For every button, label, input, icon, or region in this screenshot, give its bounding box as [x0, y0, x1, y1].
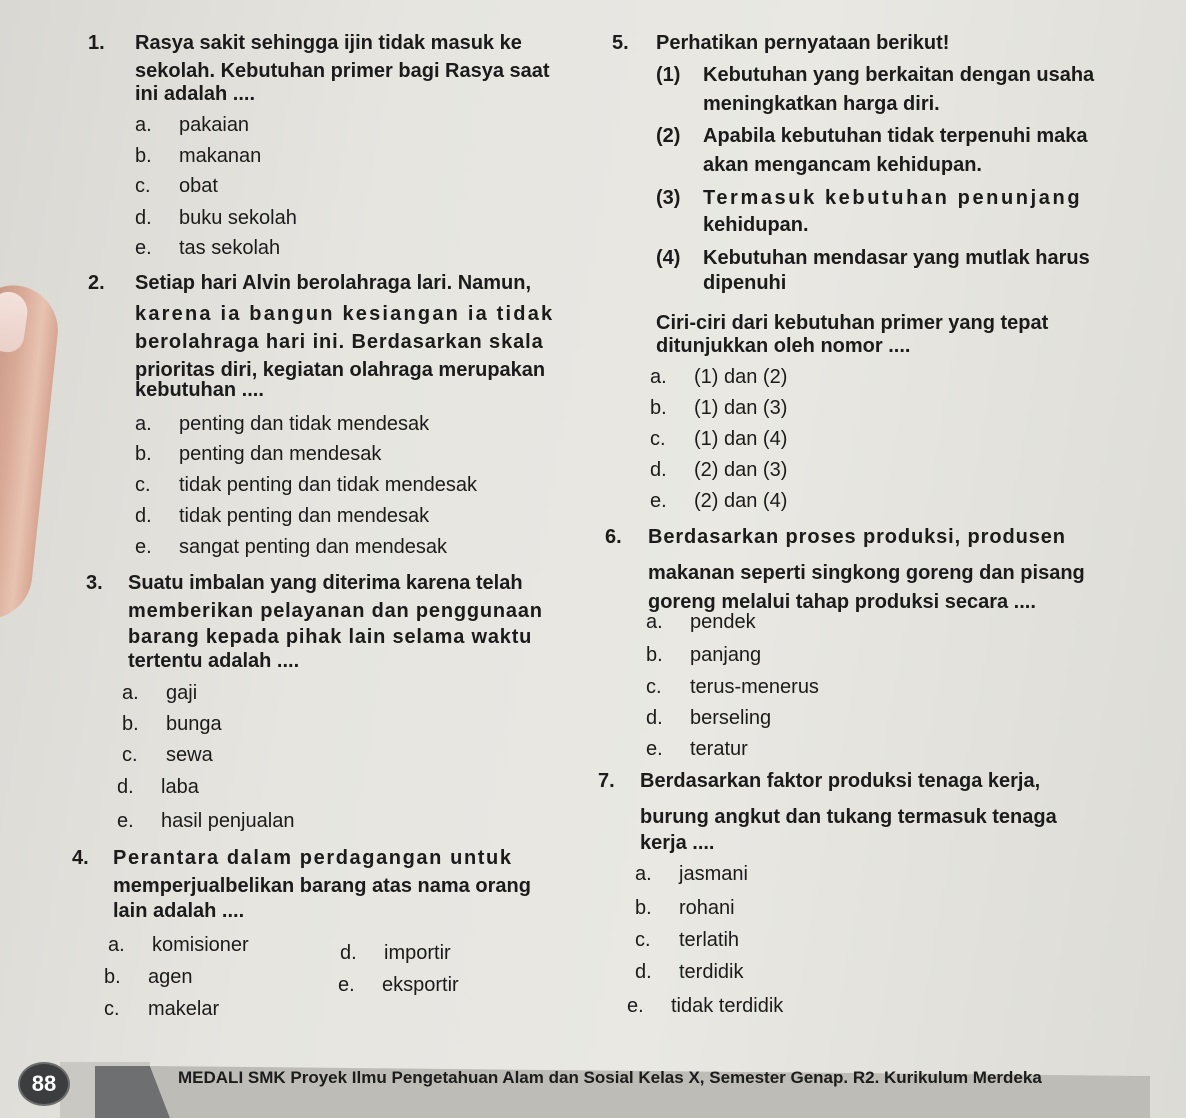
- question-stem-line: Rasya sakit sehingga ijin tidak masuk ke: [135, 32, 522, 54]
- answer-option[interactable]: e. tidak terdidik: [627, 995, 784, 1017]
- answer-option[interactable]: a. (1) dan (2): [650, 366, 788, 388]
- answer-option[interactable]: c. makelar: [104, 998, 220, 1020]
- question-stem-line: Perantara dalam perdagangan untuk: [113, 847, 513, 869]
- answer-option[interactable]: e. teratur: [646, 738, 748, 760]
- statement-line: kehidupan.: [703, 214, 809, 236]
- answer-option[interactable]: a. penting dan tidak mendesak: [135, 413, 430, 435]
- answer-option[interactable]: c. tidak penting dan tidak mendesak: [135, 474, 477, 496]
- statement-number: (1): [656, 64, 681, 86]
- question-number: 6.: [605, 526, 622, 548]
- answer-option[interactable]: e. (2) dan (4): [650, 490, 788, 512]
- question-stem-line: lain adalah ....: [113, 900, 245, 922]
- question-number: 5.: [612, 32, 629, 54]
- page-number: 88: [18, 1062, 70, 1106]
- question-stem-line: goreng melalui tahap produksi secara ....: [648, 591, 1036, 613]
- answer-option[interactable]: c. (1) dan (4): [650, 428, 788, 450]
- question-stem-line: berolahraga hari ini. Berdasarkan skala: [135, 331, 544, 353]
- question-stem-line: kerja ....: [640, 832, 715, 854]
- question-stem-line: Setiap hari Alvin berolahraga lari. Namun,: [135, 272, 532, 294]
- answer-option[interactable]: e. sangat penting dan mendesak: [135, 536, 447, 558]
- statement-line: dipenuhi: [703, 272, 787, 294]
- answer-option[interactable]: b. agen: [104, 966, 193, 988]
- answer-option[interactable]: c. terlatih: [635, 929, 740, 951]
- answer-option[interactable]: d. (2) dan (3): [650, 459, 788, 481]
- question-stem-line: ini adalah ....: [135, 83, 256, 105]
- answer-option[interactable]: d. tidak penting dan mendesak: [135, 505, 430, 527]
- answer-option[interactable]: a. jasmani: [635, 863, 748, 885]
- statement-line: Termasuk kebutuhan penunjang: [703, 187, 1083, 209]
- question-stem-line: sekolah. Kebutuhan primer bagi Rasya saat: [135, 60, 550, 82]
- question-stem-line: karena ia bangun kesiangan ia tidak: [135, 303, 555, 325]
- answer-option[interactable]: c. obat: [135, 175, 218, 197]
- question-stem-line: Berdasarkan proses produksi, produsen: [648, 526, 1066, 548]
- answer-option[interactable]: c. sewa: [122, 744, 213, 766]
- answer-option[interactable]: e. eksportir: [338, 974, 459, 996]
- statement-number: (3): [656, 187, 681, 209]
- question-stem-line: prioritas diri, kegiatan olahraga merupakan: [135, 359, 546, 381]
- question-stem-line: ditunjukkan oleh nomor ....: [656, 335, 911, 357]
- question-stem-line: memperjualbelikan barang atas nama orang: [113, 875, 531, 897]
- answer-option[interactable]: e. hasil penjualan: [117, 810, 295, 832]
- statement-number: (4): [656, 247, 681, 269]
- footer-book-title: MEDALI SMK Proyek Ilmu Pengetahuan Alam dan Sosial Kelas X, Semester Genap. R2. Kurikulum Merdeka: [178, 1068, 1042, 1087]
- answer-option[interactable]: b. (1) dan (3): [650, 397, 788, 419]
- answer-option[interactable]: a. komisioner: [108, 934, 249, 956]
- answer-option[interactable]: a. pakaian: [135, 114, 250, 136]
- answer-option[interactable]: d. terdidik: [635, 961, 744, 983]
- answer-option[interactable]: d. berseling: [646, 707, 772, 729]
- answer-option[interactable]: e. tas sekolah: [135, 237, 281, 259]
- answer-option[interactable]: d. laba: [117, 776, 199, 798]
- question-stem-line: tertentu adalah ....: [128, 650, 300, 672]
- question-stem-line: makanan seperti singkong goreng dan pisang: [648, 562, 1085, 584]
- answer-option[interactable]: b. bunga: [122, 713, 222, 735]
- statement-number: (2): [656, 125, 681, 147]
- statement-line: Kebutuhan mendasar yang mutlak harus: [703, 247, 1090, 269]
- answer-option[interactable]: c. terus-menerus: [646, 676, 819, 698]
- question-stem-line: barang kepada pihak lain selama waktu: [128, 626, 533, 648]
- answer-option[interactable]: a. gaji: [122, 682, 198, 704]
- question-stem-line: Suatu imbalan yang diterima karena telah: [128, 572, 523, 594]
- question-number: 4.: [72, 847, 89, 869]
- question-stem-line: burung angkut dan tukang termasuk tenaga: [640, 806, 1057, 828]
- question-stem-line: memberikan pelayanan dan penggunaan: [128, 600, 543, 622]
- answer-option[interactable]: b. penting dan mendesak: [135, 443, 382, 465]
- question-number: 2.: [88, 272, 105, 294]
- question-number: 1.: [88, 32, 105, 54]
- question-number: 3.: [86, 572, 103, 594]
- question-stem-line: Berdasarkan faktor produksi tenaga kerja,: [640, 770, 1041, 792]
- statement-line: Kebutuhan yang berkaitan dengan usaha: [703, 64, 1095, 86]
- answer-option[interactable]: b. rohani: [635, 897, 735, 919]
- question-stem-line: kebutuhan ....: [135, 379, 264, 401]
- footer-ribbon: [0, 1058, 1186, 1118]
- question-stem-line: Perhatikan pernyataan berikut!: [656, 32, 950, 54]
- answer-option[interactable]: d. buku sekolah: [135, 207, 297, 229]
- answer-option[interactable]: b. makanan: [135, 145, 262, 167]
- question-number: 7.: [598, 770, 615, 792]
- answer-option[interactable]: b. panjang: [646, 644, 762, 666]
- answer-option[interactable]: d. importir: [340, 942, 451, 964]
- statement-line: meningkatkan harga diri.: [703, 93, 940, 115]
- answer-option[interactable]: a. pendek: [646, 611, 756, 633]
- statement-line: Apabila kebutuhan tidak terpenuhi maka: [703, 125, 1088, 147]
- question-stem-line: Ciri-ciri dari kebutuhan primer yang tepat: [656, 312, 1049, 334]
- statement-line: akan mengancam kehidupan.: [703, 154, 982, 176]
